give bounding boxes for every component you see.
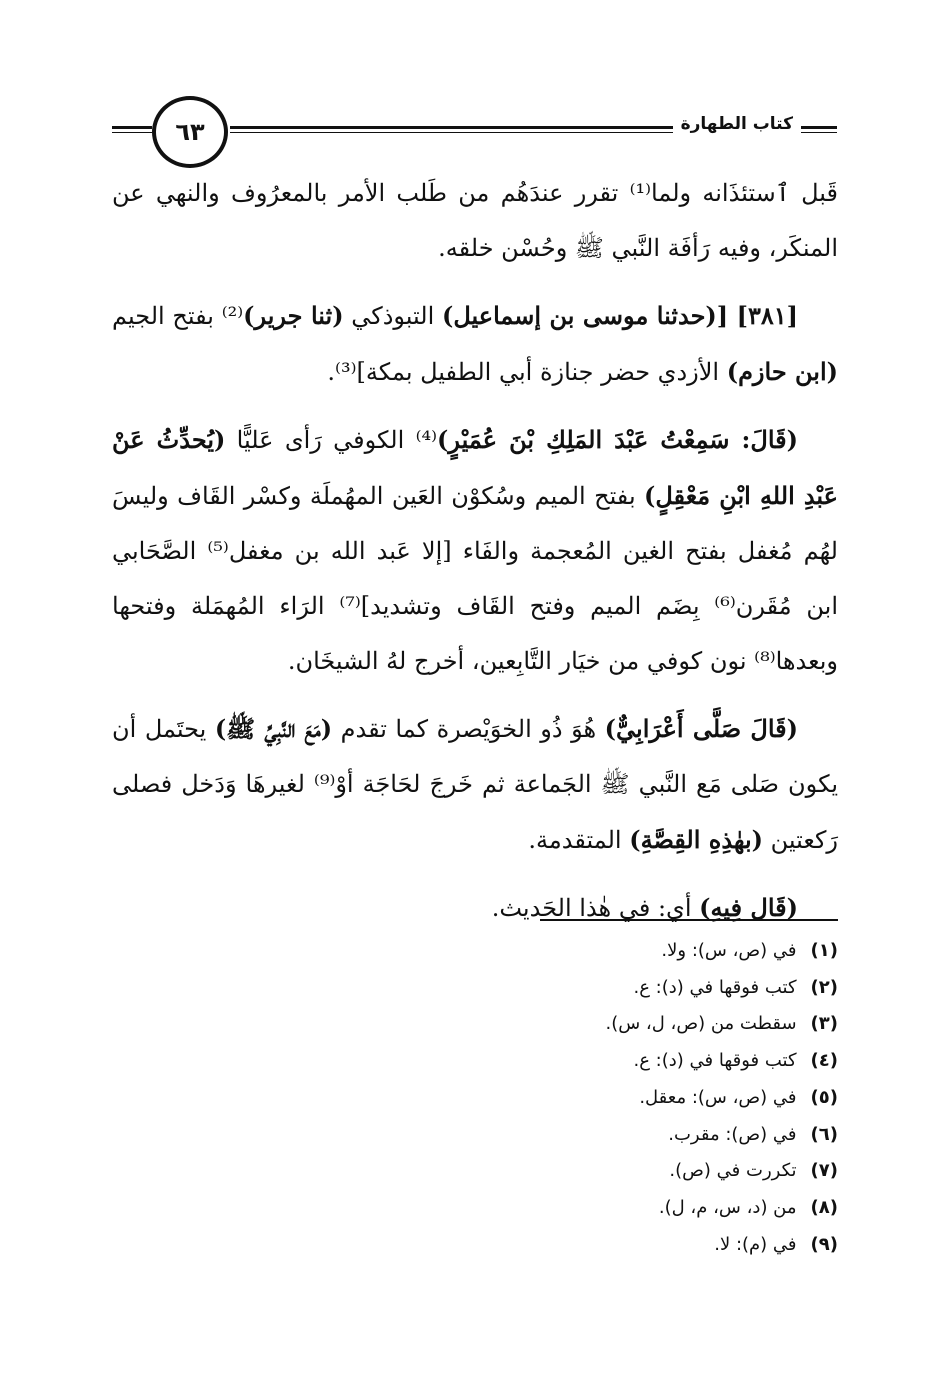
footnote-separator [540, 919, 838, 921]
footnote-item [438, 1190, 838, 1227]
footnote-item [438, 1043, 838, 1080]
footnote-number: (٧) [810, 1160, 838, 1182]
header-rule-left [112, 126, 152, 129]
hadith-number-and-narrator: [٣٨١] [(حدثنا موسى بن إسماعيل) [442, 301, 798, 330]
footnote-item [438, 1153, 838, 1190]
quote-abd-al-malik: (قَالَ: سَمِعْتُ عَبْدَ المَلِكِ بْنَ عُمَيْرٍ) [437, 425, 798, 454]
quote-this-story: (بهٰذِهِ القِصَّةِ) [629, 825, 764, 854]
paragraph-1 [112, 166, 838, 276]
paragraph-4-text-b: يحتَمل أن يكون صَلى مَع النَّبي ﷺ الجَماعة ثم خَرجَ لحَاجَة أوْ⁽⁹⁾ لغيرهَا وَدَخل فصلى رَكعتين [112, 715, 838, 854]
footnote-item [438, 1227, 838, 1264]
footnotes [438, 933, 838, 1263]
footnote-text: في (ص، س): ولا. [661, 940, 797, 961]
footnote-item [438, 970, 838, 1007]
footnote-text: في (ص، س): معقل. [639, 1086, 797, 1108]
paragraph-4-text-a: هُوَ ذُو الخوَيْصرة كما تقدم [332, 715, 605, 743]
footnote-text: في (م): لا. [714, 1233, 797, 1255]
footnote-number: (٣) [810, 1013, 838, 1035]
footnote-item [438, 933, 838, 970]
paragraph-5-text: أي: في هٰذا الحَديث. [491, 894, 700, 922]
paragraph-2-text-b: ⁽²⁾ بفتح الجيم [112, 302, 244, 330]
page-number: ٦٣ [152, 96, 228, 168]
paragraph-3-text-a: ⁽⁴⁾ الكوفي رَأى عَليًّا [225, 426, 438, 454]
footnote-number: (٥) [810, 1086, 838, 1108]
page-header [112, 92, 837, 164]
narrator-ibn-hazim: (ابن حازم) [726, 357, 838, 386]
paragraph-4-text-c: المتقدمة. [528, 826, 630, 854]
paragraph-5 [112, 880, 838, 936]
running-title: كتاب الطهارة [673, 114, 801, 134]
quote-said-in-it: (قَال فِيهِ) [699, 893, 798, 922]
quote-bedouin-prayed: (قَالَ صَلَّى أَعْرَابِيٌّ) [604, 714, 798, 743]
footnote-number: (٢) [810, 976, 838, 998]
footnote-text: كتب فوقها في (د): ع. [633, 976, 797, 998]
header-rule-left-thin [112, 132, 152, 133]
footnote-item [438, 1080, 838, 1117]
footnote-text: كتب فوقها في (د): ع. [633, 1050, 797, 1072]
paragraph-2 [112, 288, 838, 400]
footnote-number: (٦) [810, 1123, 838, 1145]
footnote-number: (٨) [810, 1196, 838, 1218]
footnote-text: في (ص): مقرب. [668, 1123, 797, 1145]
quote-with-prophet: (مَعَ النَّبِيِّ ﷺ) [214, 714, 333, 743]
main-text [112, 166, 838, 948]
footnote-number: (٤) [810, 1050, 838, 1072]
footnote-item [438, 1006, 838, 1043]
footnote-number: (١) [810, 940, 838, 961]
paragraph-2-text-a: التبوذكي [343, 302, 442, 330]
footnote-text: من (د، س، م، ل). [658, 1196, 797, 1218]
footnote-number: (٩) [810, 1233, 838, 1255]
narrator-jarir: (ثنا جرير) [243, 301, 344, 330]
paragraph-4 [112, 701, 838, 868]
footnote-text: تكررت في (ص). [669, 1160, 797, 1182]
footnote-item [438, 1117, 838, 1154]
paragraph-1-text: قَبل ٱستئذَانه ولما⁽¹⁾ تقرر عندَهُم من طَلب الأمر بالمعرُوف والنهي عن المنكَر، وفيه رَأفَة النَّبي ﷺ وحُسْن خلقه. [112, 179, 838, 262]
footnote-text: سقطت من (ص، ل، س). [605, 1013, 797, 1035]
paragraph-3 [112, 412, 838, 689]
paragraph-2-text-c: الأزدي حضر جنازة أبي الطفيل بمكة]⁽³⁾. [327, 358, 727, 386]
paragraph-3-text-b: بفتح الميم وسُكوْن العَين المهُملَة وكسْر القَاف وليسَ لهُم مُغفل بفتح الغين المُعجمة والفَاء [إلا عَبد الله بن مغفل⁽⁵⁾ الصَّحَابي ابن مُقَرن⁽⁶⁾ بِضَم الميم وفتح القَاف وتشديد]⁽⁷⁾ الرَاء المُهمَلة وفتحها وبعدها⁽⁸⁾ نون كوفي من خيَار التَّابِعين، أخرج لهُ الشيخَان. [112, 482, 839, 675]
quote-abdullah-ibn-maqil: (يُحدِّثُ عَنْ عَبْدِ اللهِ ابْنِ مَعْقِلٍ) [112, 425, 838, 510]
